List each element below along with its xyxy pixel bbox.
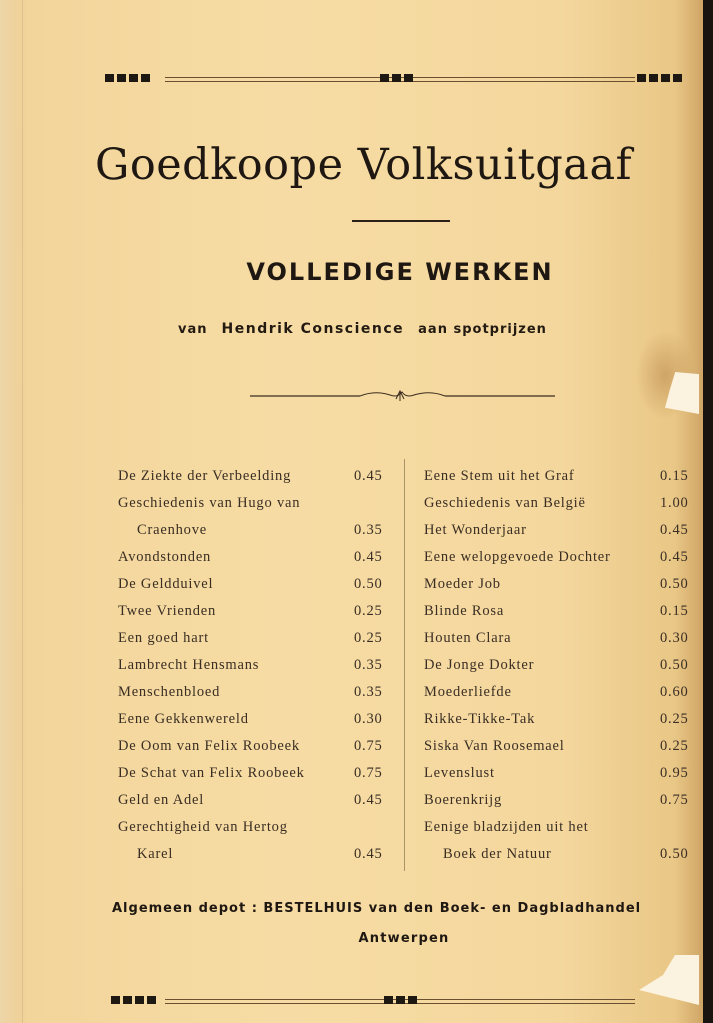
book-price: 0.50 bbox=[354, 576, 383, 592]
book-title: De Geldduivel bbox=[118, 576, 214, 592]
catalog-row bbox=[118, 463, 388, 490]
book-price: 0.50 bbox=[660, 576, 689, 592]
page-title: Goedkoope Volksuitgaaf bbox=[95, 140, 632, 190]
catalog-row bbox=[424, 760, 694, 787]
book-title: Boek der Natuur bbox=[443, 846, 552, 862]
book-price: 0.45 bbox=[354, 846, 383, 862]
byline-suffix: aan spotprijzen bbox=[418, 322, 547, 337]
book-title: Lambrecht Hensmans bbox=[118, 657, 260, 673]
catalog-row bbox=[424, 490, 694, 517]
book-price: 0.75 bbox=[354, 765, 383, 781]
catalog-row bbox=[118, 706, 388, 733]
catalog-row bbox=[118, 517, 388, 544]
book-title: Eene Stem uit het Graf bbox=[424, 468, 575, 484]
book-price: 0.35 bbox=[354, 657, 383, 673]
book-title: Het Wonderjaar bbox=[424, 522, 527, 538]
book-price: 0.45 bbox=[354, 792, 383, 808]
catalog-column-left bbox=[118, 463, 388, 868]
book-price: 0.15 bbox=[660, 603, 689, 619]
book-price: 0.30 bbox=[660, 630, 689, 646]
rule-block-left bbox=[111, 996, 156, 1004]
book-price: 0.30 bbox=[354, 711, 383, 727]
catalog-row bbox=[118, 598, 388, 625]
ornament-divider bbox=[250, 386, 555, 406]
book-title: Menschenbloed bbox=[118, 684, 221, 700]
book-title: Geschiedenis van België bbox=[424, 495, 586, 511]
catalog-column-right bbox=[424, 463, 694, 868]
book-title: Moederliefde bbox=[424, 684, 512, 700]
page-subtitle: VOLLEDIGE WERKEN bbox=[246, 258, 554, 286]
catalog-row bbox=[424, 787, 694, 814]
catalog-row bbox=[424, 733, 694, 760]
book-title: Houten Clara bbox=[424, 630, 512, 646]
book-title: De Jonge Dokter bbox=[424, 657, 535, 673]
book-price: 1.00 bbox=[660, 495, 689, 511]
catalog-row bbox=[424, 463, 694, 490]
catalog-row bbox=[424, 517, 694, 544]
book-price: 0.50 bbox=[660, 657, 689, 673]
book-title: Eenige bladzijden uit het bbox=[424, 819, 589, 835]
book-price: 0.25 bbox=[354, 603, 383, 619]
rule-block-center bbox=[384, 996, 417, 1004]
book-title: Siska Van Roosemael bbox=[424, 738, 565, 754]
book-title: De Oom van Felix Roobeek bbox=[118, 738, 300, 754]
book-title: Geschiedenis van Hugo van bbox=[118, 495, 301, 511]
catalog-row bbox=[118, 571, 388, 598]
byline bbox=[178, 321, 547, 337]
book-title: Levenslust bbox=[424, 765, 495, 781]
catalog-row bbox=[118, 652, 388, 679]
book-price: 0.50 bbox=[660, 846, 689, 862]
book-title: Craenhove bbox=[137, 522, 208, 538]
book-price: 0.15 bbox=[660, 468, 689, 484]
catalog-row bbox=[424, 571, 694, 598]
catalog-row bbox=[118, 814, 388, 841]
catalog-row bbox=[424, 544, 694, 571]
book-title: Eene Gekkenwereld bbox=[118, 711, 249, 727]
book-title: Avondstonden bbox=[118, 549, 212, 565]
book-price: 0.75 bbox=[354, 738, 383, 754]
book-price: 0.25 bbox=[660, 738, 689, 754]
bottom-decorative-rule bbox=[105, 994, 695, 1008]
book-price: 0.60 bbox=[660, 684, 689, 700]
catalog-row bbox=[424, 841, 694, 868]
book-price: 0.75 bbox=[660, 792, 689, 808]
book-title: Moeder Job bbox=[424, 576, 501, 592]
author-name: Hendrik Conscience bbox=[221, 321, 405, 337]
rule-block-center bbox=[380, 74, 413, 82]
catalog-row bbox=[118, 679, 388, 706]
book-price: 0.45 bbox=[660, 549, 689, 565]
rule-block-right bbox=[637, 74, 682, 82]
book-title: Twee Vrienden bbox=[118, 603, 217, 619]
book-price: 0.35 bbox=[354, 522, 383, 538]
book-title: Geld en Adel bbox=[118, 792, 205, 808]
book-title: Eene welopgevoede Dochter bbox=[424, 549, 611, 565]
title-underline bbox=[352, 220, 450, 222]
book-price: 0.25 bbox=[660, 711, 689, 727]
book-price: 0.95 bbox=[660, 765, 689, 781]
book-title: Karel bbox=[137, 846, 174, 862]
catalog-row bbox=[424, 652, 694, 679]
book-title: De Ziekte der Verbeelding bbox=[118, 468, 292, 484]
book-title: Een goed hart bbox=[118, 630, 209, 646]
depot-line: Algemeen depot : BESTELHUIS van den Boek- en Dagbladhandel bbox=[112, 901, 642, 916]
book-title: Rikke-Tikke-Tak bbox=[424, 711, 536, 727]
book-price: 0.45 bbox=[660, 522, 689, 538]
catalog-row bbox=[118, 760, 388, 787]
catalog-row bbox=[424, 814, 694, 841]
book-price: 0.35 bbox=[354, 684, 383, 700]
column-divider bbox=[404, 459, 405, 871]
catalog-row bbox=[118, 733, 388, 760]
catalog-row bbox=[424, 706, 694, 733]
book-price: 0.25 bbox=[354, 630, 383, 646]
top-decorative-rule bbox=[105, 72, 695, 86]
book-title: De Schat van Felix Roobeek bbox=[118, 765, 305, 781]
book-price: 0.45 bbox=[354, 468, 383, 484]
catalog-row bbox=[118, 544, 388, 571]
city-line: Antwerpen bbox=[358, 931, 450, 946]
byline-prefix: van bbox=[178, 322, 208, 337]
catalog-row bbox=[118, 787, 388, 814]
catalog-row bbox=[118, 625, 388, 652]
catalog-row bbox=[424, 598, 694, 625]
book-title: Gerechtigheid van Hertog bbox=[118, 819, 288, 835]
catalog-row bbox=[118, 490, 388, 517]
book-title: Blinde Rosa bbox=[424, 603, 505, 619]
rule-block-left bbox=[105, 74, 150, 82]
catalog-row bbox=[118, 841, 388, 868]
book-title: Boerenkrijg bbox=[424, 792, 503, 808]
catalog-row bbox=[424, 679, 694, 706]
book-price: 0.45 bbox=[354, 549, 383, 565]
catalog-row bbox=[424, 625, 694, 652]
